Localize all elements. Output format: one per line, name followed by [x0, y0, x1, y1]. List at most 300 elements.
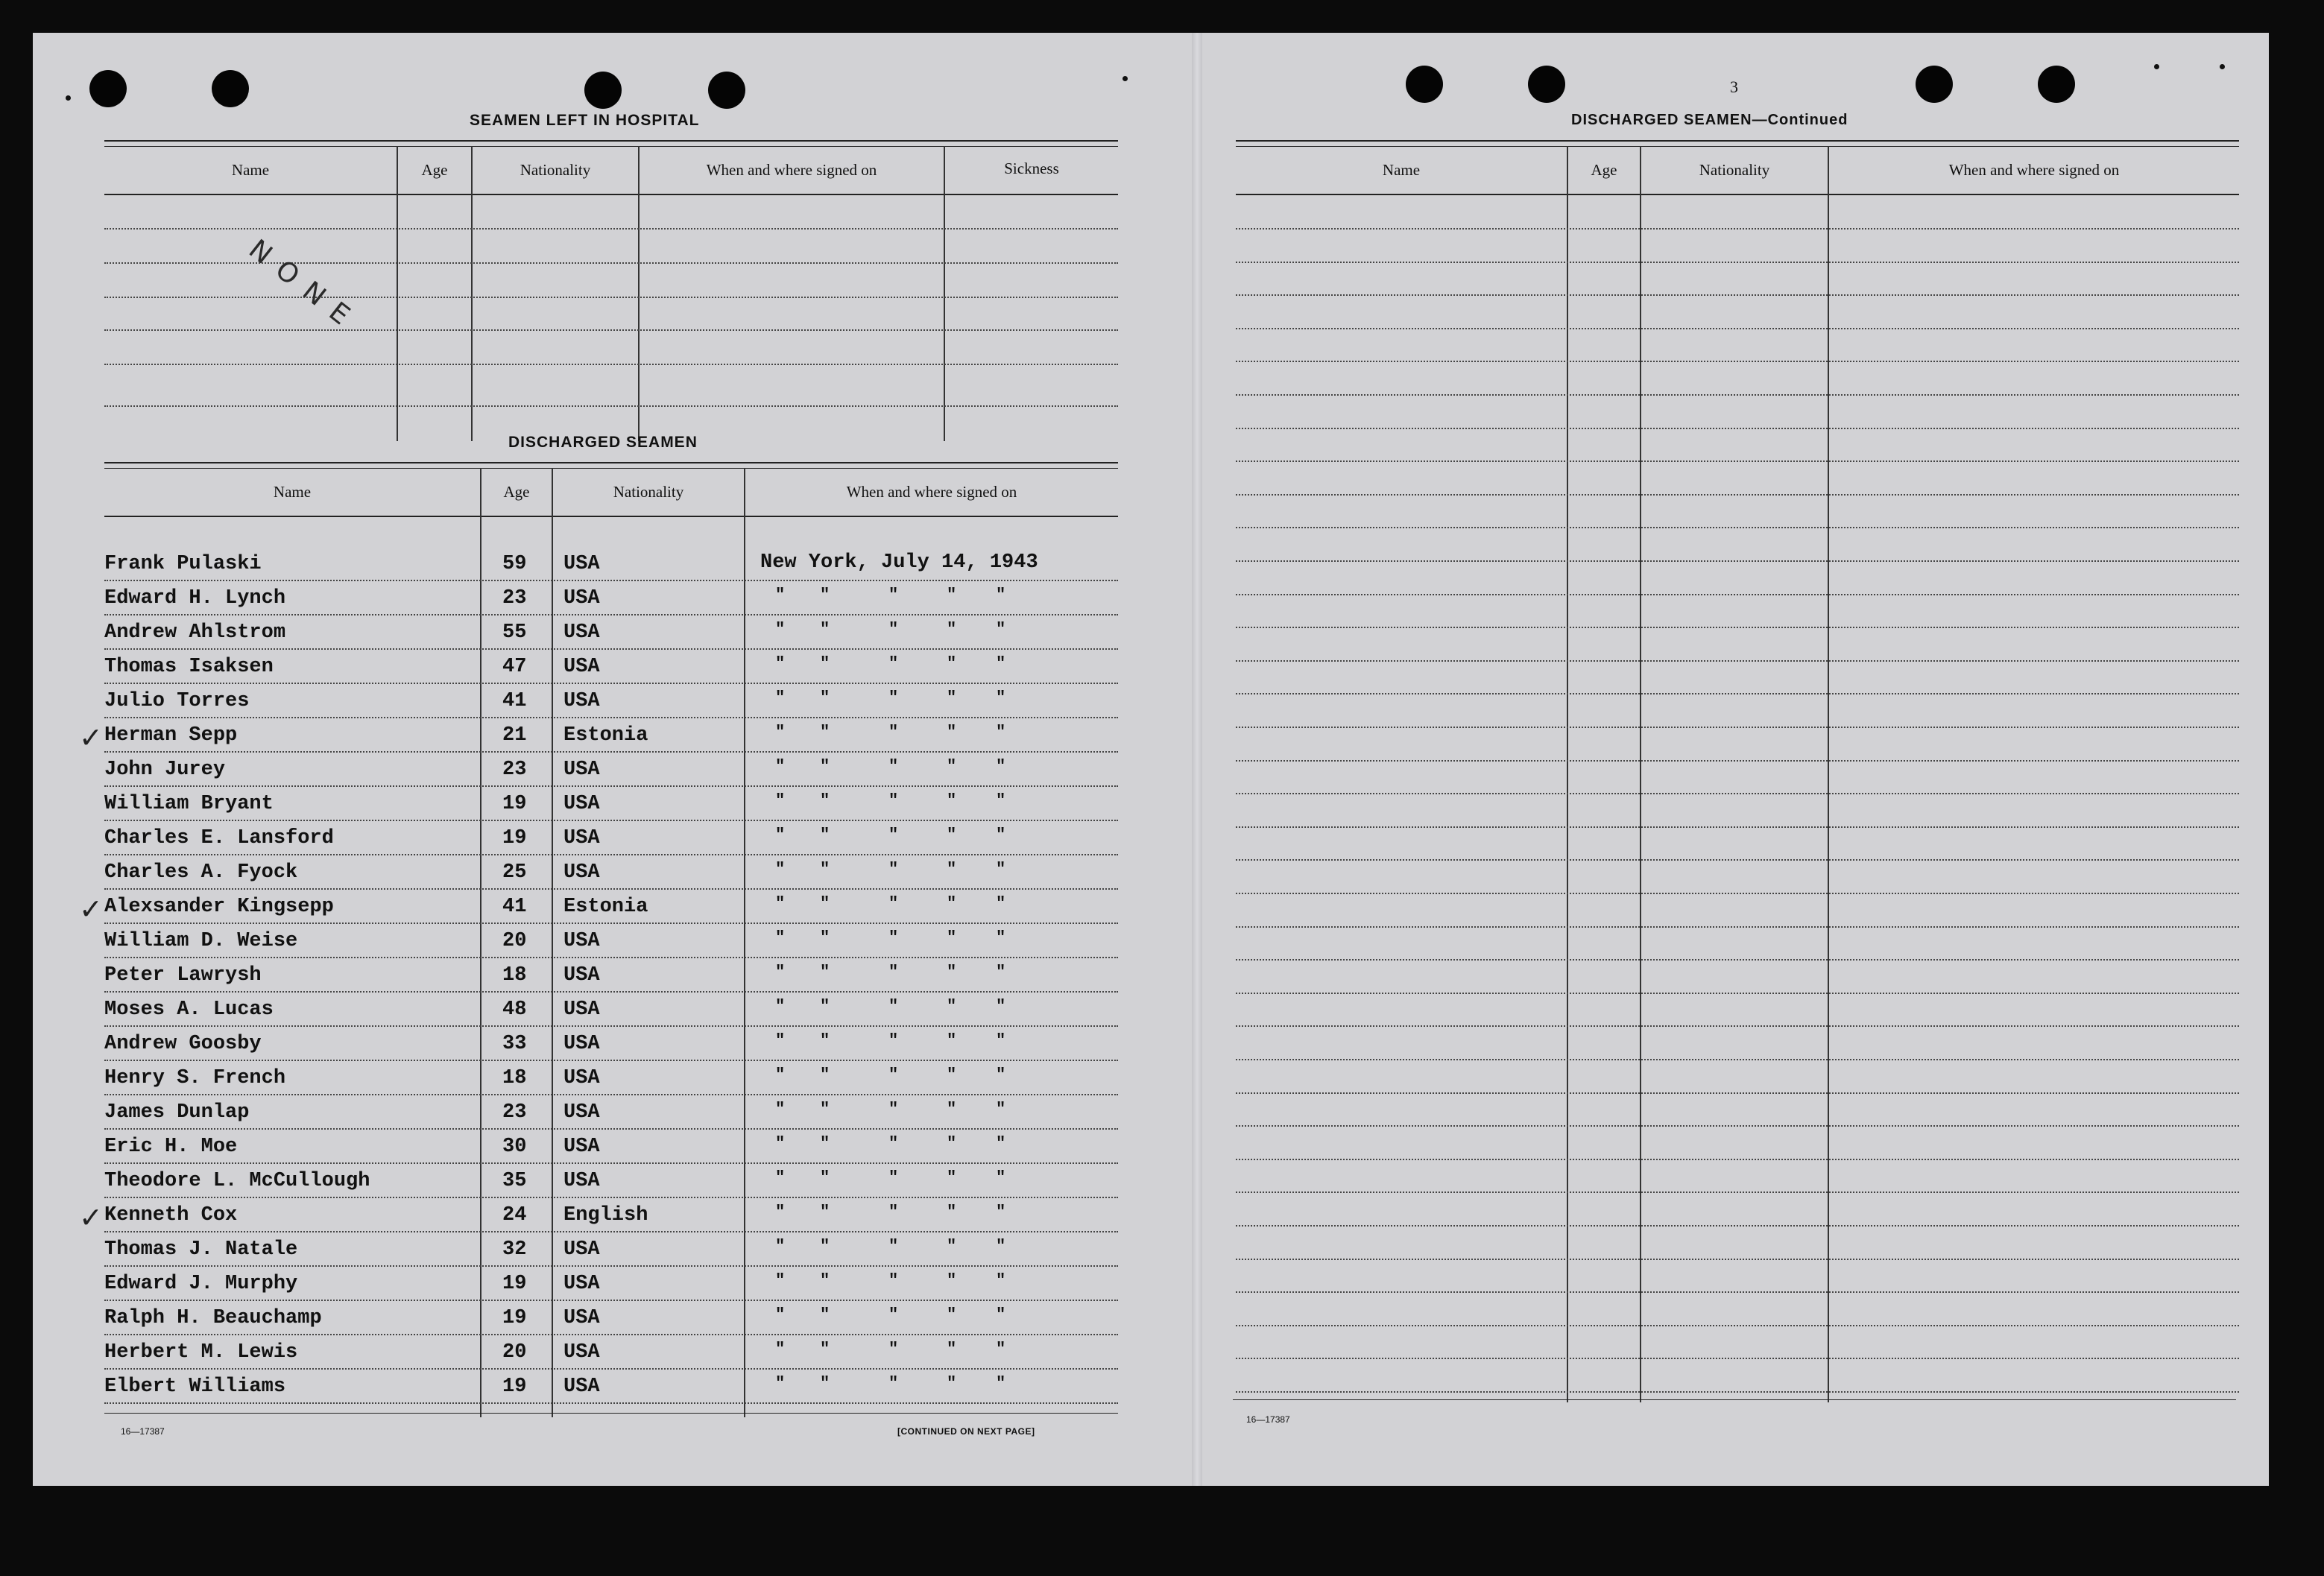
row-rule	[1236, 1259, 2239, 1260]
seaman-nationality: USA	[563, 553, 600, 575]
row-rule	[1236, 1125, 2239, 1127]
row-rule	[104, 1402, 1118, 1404]
ditto-mark: "	[888, 1374, 899, 1393]
row-rule	[1236, 627, 2239, 628]
ditto-mark: "	[775, 654, 786, 673]
punch-hole	[584, 72, 622, 109]
column-divider	[397, 146, 398, 441]
column-divider	[638, 146, 640, 441]
row-rule	[1236, 1092, 2239, 1094]
ditto-mark: "	[888, 586, 899, 604]
row-rule	[104, 329, 1118, 331]
seaman-age: 19	[502, 1273, 527, 1295]
ditto-mark: "	[775, 894, 786, 913]
ditto-mark: "	[888, 1340, 899, 1358]
punch-hole	[212, 70, 249, 107]
form-number: 16—17387	[121, 1426, 165, 1437]
seaman-nationality: USA	[563, 656, 600, 678]
ditto-mark: "	[947, 1340, 957, 1358]
row-rule	[1236, 1291, 2239, 1293]
seaman-name: William Bryant	[104, 793, 274, 815]
row-rule	[104, 1231, 1118, 1232]
ditto-mark: "	[996, 1031, 1006, 1050]
ditto-mark: "	[996, 1066, 1006, 1084]
ditto-mark: "	[947, 1134, 957, 1153]
column-divider	[944, 146, 945, 441]
row-rule	[104, 785, 1118, 787]
column-header-signed-on: When and where signed on	[706, 161, 877, 179]
seaman-age: 20	[502, 930, 527, 952]
ditto-mark: "	[888, 689, 899, 707]
column-divider	[471, 146, 473, 441]
ditto-mark: "	[820, 1306, 830, 1324]
ditto-mark: "	[820, 894, 830, 913]
row-rule	[104, 1368, 1118, 1370]
ditto-mark: "	[996, 723, 1006, 741]
column-header-age: Age	[1591, 161, 1617, 179]
table-top-rule	[104, 462, 1118, 469]
seaman-age: 32	[502, 1238, 527, 1261]
seaman-name: Herman Sepp	[104, 724, 238, 747]
row-rule	[1236, 494, 2239, 496]
seaman-age: 19	[502, 1307, 527, 1329]
handwritten-none-note: NONE	[243, 233, 366, 340]
ditto-mark: "	[820, 928, 830, 947]
column-divider	[480, 468, 481, 1417]
column-header-nationality: Nationality	[1699, 161, 1770, 179]
ditto-mark: "	[820, 1168, 830, 1187]
ditto-mark: "	[820, 723, 830, 741]
seaman-name: John Jurey	[104, 759, 226, 781]
seaman-nationality: USA	[563, 1170, 600, 1192]
row-rule	[1236, 361, 2239, 362]
ditto-mark: "	[947, 826, 957, 844]
ditto-mark: "	[947, 1203, 957, 1221]
row-rule	[104, 1300, 1118, 1301]
column-header-name: Name	[231, 161, 270, 179]
ditto-mark: "	[996, 1271, 1006, 1290]
seaman-nationality: English	[563, 1204, 648, 1227]
row-rule	[1236, 727, 2239, 728]
ditto-mark: "	[996, 826, 1006, 844]
ditto-mark: "	[947, 723, 957, 741]
row-rule	[104, 228, 1118, 230]
row-rule	[1236, 262, 2239, 263]
ink-speck	[66, 95, 71, 101]
row-rule	[1236, 1225, 2239, 1227]
seaman-age: 20	[502, 1341, 527, 1364]
seaman-age: 18	[502, 1067, 527, 1089]
ditto-mark: "	[996, 894, 1006, 913]
ditto-mark: "	[775, 1340, 786, 1358]
ditto-mark: "	[820, 689, 830, 707]
seaman-name: Edward H. Lynch	[104, 587, 286, 610]
seaman-name: Peter Lawrysh	[104, 964, 262, 987]
row-rule	[104, 957, 1118, 958]
column-header-age: Age	[503, 483, 530, 501]
seaman-name: Henry S. French	[104, 1067, 286, 1089]
seaman-age: 48	[502, 999, 527, 1021]
row-rule	[1236, 428, 2239, 429]
column-divider	[1567, 146, 1568, 1402]
ditto-mark: "	[888, 1100, 899, 1118]
ditto-mark: "	[996, 757, 1006, 776]
seaman-name: Andrew Goosby	[104, 1033, 262, 1055]
header-rule	[104, 194, 1118, 195]
form-number: 16—17387	[1246, 1414, 1290, 1425]
row-rule	[1236, 594, 2239, 595]
ditto-mark: "	[775, 1306, 786, 1324]
document-sheet	[33, 33, 2269, 1486]
row-rule	[104, 614, 1118, 615]
row-rule	[1236, 693, 2239, 694]
seaman-age: 59	[502, 553, 527, 575]
row-rule	[104, 405, 1118, 407]
ditto-mark: "	[947, 791, 957, 810]
ditto-mark: "	[947, 860, 957, 879]
ditto-mark: "	[775, 997, 786, 1016]
seaman-age: 41	[502, 896, 527, 918]
column-divider	[1828, 146, 1829, 1402]
ditto-mark: "	[820, 826, 830, 844]
ditto-mark: "	[820, 1374, 830, 1393]
seaman-nationality: Estonia	[563, 896, 648, 918]
seaman-age: 19	[502, 1376, 527, 1398]
seaman-name: Ralph H. Beauchamp	[104, 1307, 322, 1329]
ink-speck	[2154, 64, 2159, 69]
ditto-mark: "	[947, 997, 957, 1016]
punch-hole	[2038, 66, 2075, 103]
ditto-mark: "	[947, 1031, 957, 1050]
ditto-mark: "	[820, 860, 830, 879]
row-rule	[104, 1060, 1118, 1061]
table-bottom-rule	[104, 1413, 1118, 1414]
seaman-nationality: USA	[563, 1376, 600, 1398]
seaman-nationality: USA	[563, 1033, 600, 1055]
row-rule	[104, 854, 1118, 855]
row-rule	[104, 820, 1118, 821]
ditto-mark: "	[775, 1066, 786, 1084]
seaman-nationality: USA	[563, 1101, 600, 1124]
signed-on-entry: New York, July 14, 1943	[760, 551, 1038, 574]
ditto-mark: "	[996, 791, 1006, 810]
ditto-mark: "	[947, 963, 957, 981]
ditto-mark: "	[947, 894, 957, 913]
ditto-mark: "	[820, 963, 830, 981]
seaman-name: Elbert Williams	[104, 1376, 286, 1398]
seaman-nationality: USA	[563, 690, 600, 712]
row-rule	[1236, 1192, 2239, 1193]
ditto-mark: "	[820, 1100, 830, 1118]
seaman-nationality: USA	[563, 587, 600, 610]
row-rule	[104, 1128, 1118, 1130]
row-rule	[1236, 461, 2239, 462]
ditto-mark: "	[996, 928, 1006, 947]
seaman-nationality: USA	[563, 1341, 600, 1364]
ditto-mark: "	[775, 826, 786, 844]
ditto-mark: "	[775, 689, 786, 707]
row-rule	[1236, 1059, 2239, 1060]
ditto-mark: "	[820, 586, 830, 604]
ditto-mark: "	[947, 1100, 957, 1118]
ditto-mark: "	[996, 1340, 1006, 1358]
center-fold	[1192, 33, 1202, 1486]
seaman-age: 19	[502, 793, 527, 815]
ditto-mark: "	[775, 963, 786, 981]
ditto-mark: "	[888, 1066, 899, 1084]
column-header-name: Name	[1382, 161, 1421, 179]
ditto-mark: "	[996, 860, 1006, 879]
ditto-mark: "	[947, 654, 957, 673]
ditto-mark: "	[888, 1031, 899, 1050]
seaman-nationality: USA	[563, 621, 600, 644]
ditto-mark: "	[888, 963, 899, 981]
ditto-mark: "	[996, 586, 1006, 604]
row-rule	[104, 717, 1118, 718]
ditto-mark: "	[820, 1340, 830, 1358]
table-top-rule	[1236, 140, 2239, 147]
row-rule	[104, 648, 1118, 650]
row-rule	[1236, 926, 2239, 928]
ditto-mark: "	[775, 586, 786, 604]
seaman-name: William D. Weise	[104, 930, 298, 952]
row-rule	[1236, 893, 2239, 894]
ditto-mark: "	[996, 654, 1006, 673]
seaman-name: Edward J. Murphy	[104, 1273, 298, 1295]
seaman-name: Frank Pulaski	[104, 553, 262, 575]
ditto-mark: "	[947, 928, 957, 947]
ditto-mark: "	[820, 757, 830, 776]
row-rule	[1236, 760, 2239, 762]
header-rule	[104, 516, 1118, 517]
seaman-nationality: USA	[563, 964, 600, 987]
ditto-mark: "	[996, 1168, 1006, 1187]
row-rule	[104, 1334, 1118, 1335]
seaman-nationality: USA	[563, 827, 600, 849]
seaman-age: 30	[502, 1136, 527, 1158]
ditto-mark: "	[947, 757, 957, 776]
row-rule	[104, 751, 1118, 753]
column-divider	[1640, 146, 1641, 1402]
seaman-name: Julio Torres	[104, 690, 250, 712]
column-header-sickness: Sickness	[1004, 159, 1059, 177]
table-top-rule	[104, 140, 1118, 147]
ditto-mark: "	[888, 723, 899, 741]
ditto-mark: "	[775, 1100, 786, 1118]
ditto-mark: "	[996, 1100, 1006, 1118]
row-rule	[1236, 560, 2239, 562]
continued-note: [CONTINUED ON NEXT PAGE]	[897, 1426, 1035, 1437]
row-rule	[104, 1162, 1118, 1164]
seaman-nationality: Estonia	[563, 724, 648, 747]
continued-title: DISCHARGED SEAMEN—Continued	[1571, 112, 1848, 128]
ditto-mark: "	[888, 654, 899, 673]
row-rule	[104, 991, 1118, 993]
column-header-name: Name	[273, 483, 312, 501]
ditto-mark: "	[996, 963, 1006, 981]
row-rule	[104, 1094, 1118, 1095]
column-header-signed-on: When and where signed on	[1948, 161, 2120, 179]
column-divider	[552, 468, 553, 1417]
ditto-mark: "	[775, 620, 786, 639]
ditto-mark: "	[820, 620, 830, 639]
ditto-mark: "	[820, 1031, 830, 1050]
seaman-name: Herbert M. Lewis	[104, 1341, 298, 1364]
ditto-mark: "	[947, 1271, 957, 1290]
checkmark-icon: ✓	[79, 1201, 103, 1234]
seaman-age: 33	[502, 1033, 527, 1055]
seaman-nationality: USA	[563, 1307, 600, 1329]
row-rule	[104, 923, 1118, 924]
row-rule	[1236, 660, 2239, 662]
ditto-mark: "	[888, 928, 899, 947]
ditto-mark: "	[775, 860, 786, 879]
seaman-age: 23	[502, 587, 527, 610]
column-divider	[744, 468, 745, 1417]
seaman-name: Kenneth Cox	[104, 1204, 238, 1227]
ditto-mark: "	[947, 1374, 957, 1393]
row-rule	[1236, 993, 2239, 994]
seaman-name: Theodore L. McCullough	[104, 1170, 370, 1192]
ditto-mark: "	[888, 1168, 899, 1187]
ditto-mark: "	[888, 826, 899, 844]
punch-hole	[708, 72, 745, 109]
ditto-mark: "	[775, 1168, 786, 1187]
ditto-mark: "	[888, 1203, 899, 1221]
row-rule	[1236, 1159, 2239, 1160]
punch-hole	[1916, 66, 1953, 103]
ditto-mark: "	[888, 894, 899, 913]
ditto-mark: "	[888, 1237, 899, 1256]
row-rule	[1236, 1358, 2239, 1359]
ditto-mark: "	[888, 1134, 899, 1153]
ditto-mark: "	[888, 620, 899, 639]
row-rule	[1236, 793, 2239, 794]
seaman-age: 35	[502, 1170, 527, 1192]
ditto-mark: "	[947, 1306, 957, 1324]
row-rule	[1236, 328, 2239, 329]
ditto-mark: "	[996, 1134, 1006, 1153]
ditto-mark: "	[996, 997, 1006, 1016]
ditto-mark: "	[775, 1031, 786, 1050]
column-header-nationality: Nationality	[520, 161, 591, 179]
ditto-mark: "	[888, 757, 899, 776]
ditto-mark: "	[996, 689, 1006, 707]
ditto-mark: "	[775, 1237, 786, 1256]
row-rule	[1236, 859, 2239, 861]
seaman-name: Charles E. Lansford	[104, 827, 334, 849]
ditto-mark: "	[996, 1237, 1006, 1256]
seaman-age: 47	[502, 656, 527, 678]
ditto-mark: "	[947, 620, 957, 639]
row-rule	[104, 1025, 1118, 1027]
row-rule	[104, 1265, 1118, 1267]
ditto-mark: "	[888, 860, 899, 879]
ditto-mark: "	[888, 791, 899, 810]
ditto-mark: "	[888, 1306, 899, 1324]
ditto-mark: "	[947, 586, 957, 604]
seaman-name: James Dunlap	[104, 1101, 250, 1124]
ditto-mark: "	[820, 791, 830, 810]
ditto-mark: "	[775, 1374, 786, 1393]
seaman-name: Andrew Ahlstrom	[104, 621, 286, 644]
seaman-age: 25	[502, 861, 527, 884]
row-rule	[104, 364, 1118, 365]
ditto-mark: "	[820, 1134, 830, 1153]
ditto-mark: "	[996, 620, 1006, 639]
ditto-mark: "	[775, 1203, 786, 1221]
seaman-nationality: USA	[563, 1238, 600, 1261]
ditto-mark: "	[888, 997, 899, 1016]
punch-hole	[89, 70, 127, 107]
ditto-mark: "	[947, 1237, 957, 1256]
row-rule	[1236, 959, 2239, 961]
ditto-mark: "	[820, 654, 830, 673]
seaman-age: 23	[502, 1101, 527, 1124]
seaman-nationality: USA	[563, 999, 600, 1021]
discharged-title: DISCHARGED SEAMEN	[508, 434, 698, 451]
row-rule	[1236, 394, 2239, 396]
ditto-mark: "	[996, 1306, 1006, 1324]
row-rule	[1236, 1025, 2239, 1027]
column-header-age: Age	[421, 161, 448, 179]
seaman-age: 18	[502, 964, 527, 987]
row-rule	[104, 1197, 1118, 1198]
ditto-mark: "	[775, 928, 786, 947]
row-rule	[104, 297, 1118, 298]
row-rule	[1236, 1325, 2239, 1326]
ditto-mark: "	[820, 997, 830, 1016]
punch-hole	[1528, 66, 1565, 103]
ink-speck	[2220, 64, 2225, 69]
row-rule	[104, 683, 1118, 684]
seaman-nationality: USA	[563, 759, 600, 781]
seaman-age: 24	[502, 1204, 527, 1227]
seaman-name: Thomas Isaksen	[104, 656, 274, 678]
ditto-mark: "	[820, 1066, 830, 1084]
ditto-mark: "	[775, 791, 786, 810]
seaman-age: 21	[502, 724, 527, 747]
seaman-name: Charles A. Fyock	[104, 861, 298, 884]
hospital-title: SEAMEN LEFT IN HOSPITAL	[470, 112, 700, 129]
seaman-name: Eric H. Moe	[104, 1136, 238, 1158]
row-rule	[1236, 294, 2239, 296]
ditto-mark: "	[947, 1066, 957, 1084]
seaman-age: 23	[502, 759, 527, 781]
seaman-name: Alexsander Kingsepp	[104, 896, 334, 918]
seaman-age: 41	[502, 690, 527, 712]
punch-hole	[1406, 66, 1443, 103]
seaman-nationality: USA	[563, 1067, 600, 1089]
row-rule	[104, 888, 1118, 890]
seaman-nationality: USA	[563, 1136, 600, 1158]
row-rule	[1236, 228, 2239, 230]
checkmark-icon: ✓	[79, 893, 103, 925]
ditto-mark: "	[947, 1168, 957, 1187]
ditto-mark: "	[996, 1374, 1006, 1393]
row-rule	[1236, 826, 2239, 828]
column-header-nationality: Nationality	[613, 483, 684, 501]
checkmark-icon: ✓	[79, 721, 103, 754]
seaman-name: Thomas J. Natale	[104, 1238, 298, 1261]
table-bottom-rule	[1233, 1399, 2236, 1400]
ink-speck	[1122, 76, 1128, 81]
ditto-mark: "	[888, 1271, 899, 1290]
seaman-age: 55	[502, 621, 527, 644]
header-rule	[1236, 194, 2239, 195]
ditto-mark: "	[775, 723, 786, 741]
row-rule	[1236, 527, 2239, 528]
